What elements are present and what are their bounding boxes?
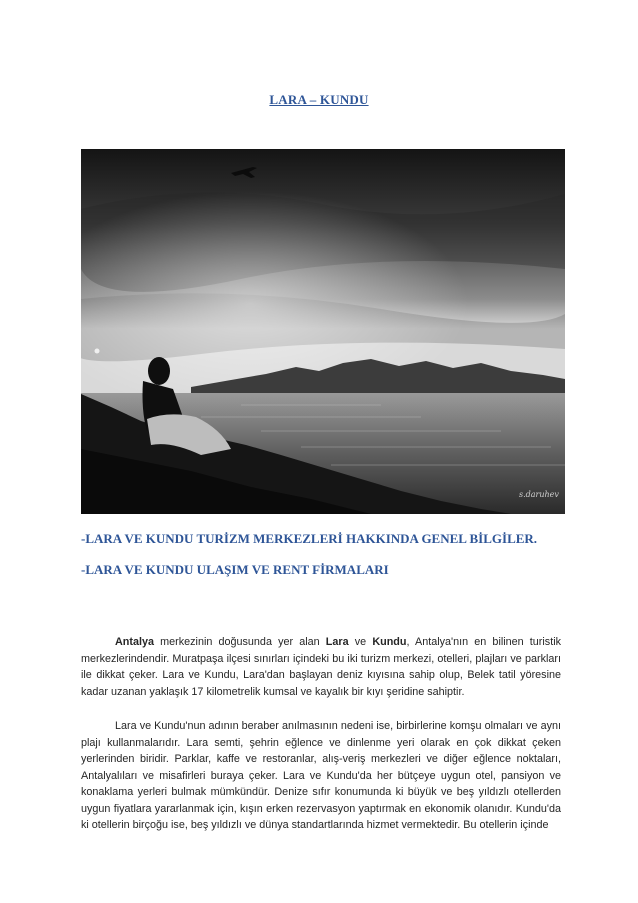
bold-kundu: Kundu [372,636,407,648]
title-link[interactable]: LARA – KUNDU [269,92,369,107]
paragraph-intro: Antalya merkezinin doğusunda yer alan Lara ve Kundu, Antalya'nın en bilinen turistik merkezlerindendir. Muratpaşa ilçesi sınırları içindeki bu iki turizm merkezi, otelleri, plajları ve parkları ile dikkat çeker. Lara ve Kundu, Lara'dan başlayan deniz kıyısına sahip olup, Belek tatil yöresine kadar uzanan yaklaşık 17 kilometrelik kumsal ve kayalık bir kıyı şeridine sahiptir. [81,636,561,698]
svg-text:s.daruhev: s.daruhev [519,490,559,499]
bold-lara: Lara [325,636,349,648]
section-heading-transport: -LARA VE KUNDU ULAŞIM VE RENT FİRMALARI [81,562,389,577]
bold-antalya: Antalya [115,636,155,648]
section-heading-general-info: -LARA VE KUNDU TURİZM MERKEZLERİ HAKKINDA GENEL BİLGİLER. [81,531,538,546]
paragraph-details: Lara ve Kundu'nun adının beraber anılmasının nedeni ise, birbirlerine komşu olmaları ve aynı plajı kullanmalarıdır. Lara semti, şehrin eğlence ve dinlenme yeri olarak en çok dikkat çeken yerlerinden biridir. Parklar, kaffe ve restoranlar, alış-veriş merkezleri ve diğer eğlence noktaları, Antalyalıları ve misafirleri buraya çeker. Lara ve Kundu'da her bütçeye uygun otel, pansiyon ve konaklama yerleri bulmak mümkündür. Denize sıfır konumunda ki büyük ve beş yıldızlı otellerden uygun fiyatlara yararlanmak için, kışın erken rezervasyon yaptırmak en ekonomik olanıdır. Kundu'da ki otellerin birçoğu ise, beş yıldızlı ve dünya standartlarında hizmet vermektedir. Bu otellerin içinde [81,720,561,831]
page-title [0,92,638,108]
seaside-photo [81,149,565,514]
